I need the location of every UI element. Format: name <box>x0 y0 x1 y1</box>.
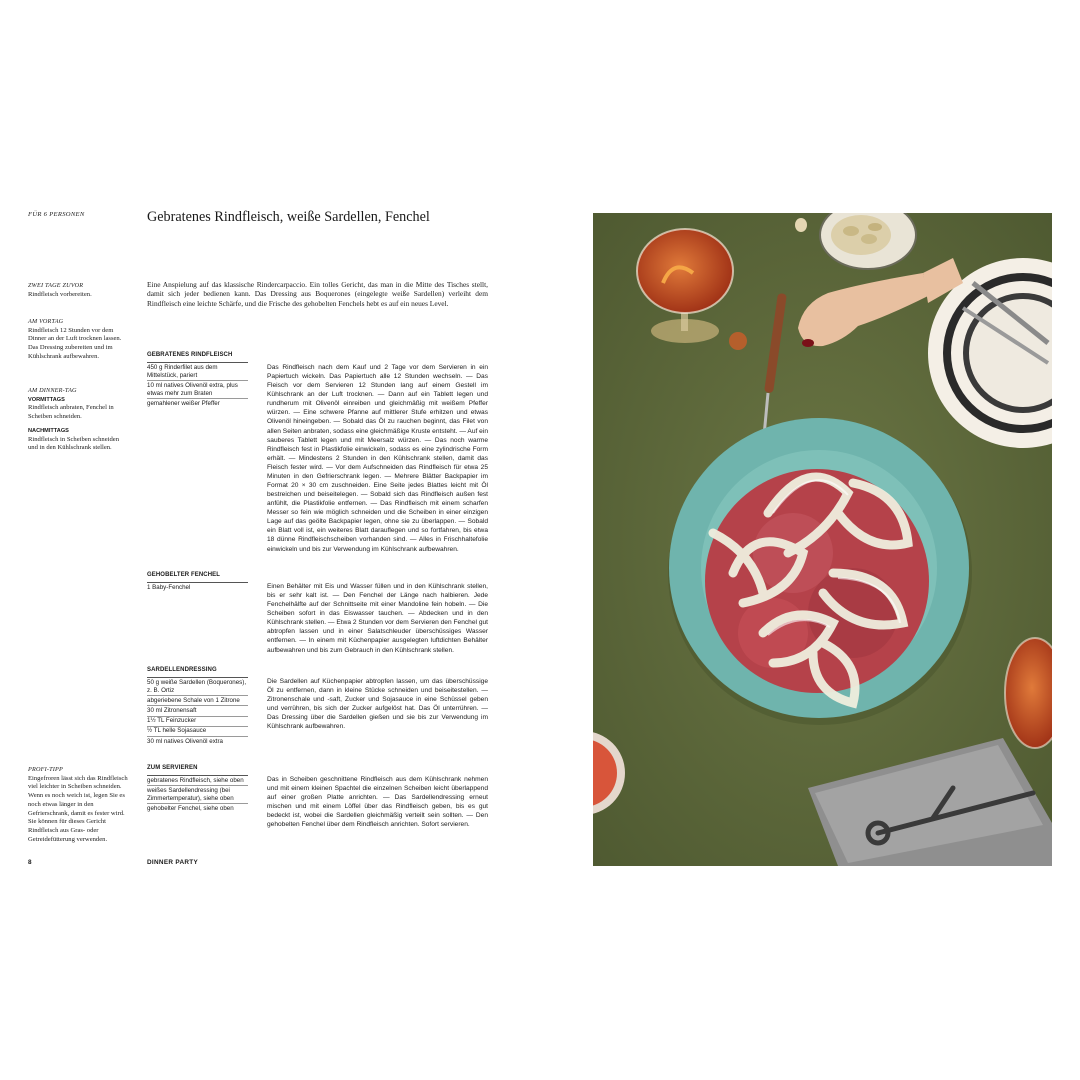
section-title-beef: GEBRATENES RINDFLEISCH <box>147 352 233 358</box>
ingredient-item: gehobelter Fenchel, siehe oben <box>147 803 248 813</box>
ingredient-list-serving <box>147 775 248 814</box>
method-dressing: Die Sardellen auf Küchenpapier abtropfen lassen, um das überschüssige Öl zu entfernen, dann in kleine Stücke schneiden und beiseitestellen. — Zitronenschale und -saft, Zucker und Sojasauce in eine Schüssel geben und verrühren, bis sich der Zucker aufgelöst hat. Das Öl unterrühren. — Das Dressing über die Sardellen gießen und sie bis zur Verwendung im Kühlschrank aufbewahren. <box>267 678 488 731</box>
timeline-day-before <box>28 318 128 362</box>
ingredient-list-dressing <box>147 677 248 746</box>
timeline-text: Rindfleisch vorbereiten. <box>28 290 92 298</box>
timeline-heading: AM VORTAG <box>28 318 64 325</box>
tip-text: Eingefroren lässt sich das Rindfleisch viel leichter in Scheiben schneiden. Wenn es noch weich ist, legen Sie es noch etwas länger in den Gefrierschrank, damit es fester wird. Sie können für dieses Gericht Rindfleisch aus Gras- oder Getreidefütterung verwenden. <box>28 774 128 843</box>
carpaccio-plate <box>668 418 972 725</box>
timeline-text: Rindfleisch anbraten, Fenchel in Scheiben schneiden. <box>28 404 114 421</box>
recipe-intro: Eine Anspielung auf das klassische Rindercarpaccio. Ein tolles Gericht, das man in die Mitte des Tisches stellt, damit sich jeder bedienen kann. Das Dressing aus Boquerones (eingelegte weiße Sardellen) verleiht dem Rindfleisch eine leichte Schärfe, und die Frische des gehobelten Fenchels hebt es auf ein neues Level. <box>147 280 488 308</box>
servings-label: FÜR 6 PERSONEN <box>28 211 85 218</box>
food-photo <box>593 213 1052 866</box>
ingredient-item: gebratenes Rindfleisch, siehe oben <box>147 775 248 785</box>
timeline-dinner-day <box>28 387 128 453</box>
method-fennel: Einen Behälter mit Eis und Wasser füllen und in den Kühlschrank stellen, bis er sehr kalt ist. — Den Fenchel der Länge nach halbieren. Jede Fenchelhälfte auf der Schnittseite mit einer Mandoline fein hobeln. — Die Scheiben sofort in das Eiswasser tauchen. — Abdecken und in den Kühlschrank stellen. — Etwa 2 Stunden vor dem Servieren den Fenchel gut abtropfen lassen und in einer Salatschleuder überschüssiges Wasser entfernen. — In einem mit Küchenpapier ausgelegten luftdichten Behälter aufbewahren und bis zum Gebrauch in den Kühlschrank stellen. <box>267 583 488 654</box>
ingredient-item: 10 ml natives Olivenöl extra, plus etwas mehr zum Braten <box>147 380 248 398</box>
timeline-heading: AM DINNER-TAG <box>28 387 77 394</box>
ingredient-item: 1 Baby-Fenchel <box>147 582 248 592</box>
ingredient-item: gemahlener weißer Pfeffer <box>147 398 248 408</box>
section-title-fennel: GEHOBELTER FENCHEL <box>147 572 221 578</box>
method-beef: Das Rindfleisch nach dem Kauf und 2 Tage vor dem Servieren in ein Papiertuch wickeln. Das Papiertuch alle 12 Stunden wechseln. — Das Fleisch vor dem Servieren 12 Stunden lang auf einem Gestell im Kühlschrank an der Luft trocknen. — Dann auf ein Tablett legen und rundherum mit Olivenöl einreiben und gleichmäßig mit weißem Pfeffer würzen. — Eine schwere Pfanne auf mittlerer Stufe erhitzen und etwas Olivenöl hineingeben. — Sobald das Öl zu rauchen beginnt, das Filet von allen Seiten anbraten, sodass eine gleichmäßige Kruste entsteht. — Auf ein sauberes Tablett legen und mit Meersalz würzen. — Das noch warme Rindfleisch fest in Plastikfolie einwickeln, sodass es eine zylindrische Form erhält. — Mindestens 2 Stunden in den Kühlschrank stellen, damit das Fleisch fester wird. — Vor dem Aufschneiden das Rindfleisch für etwa 25 Minuten in den Gefrierschrank legen. — Mehrere Blätter Backpapier im Format 20 × 30 cm zuschneiden. Eine Seite jedes Blattes leicht mit Öl bestreichen und beiseitelegen. — Sobald sich das Rindfleisch außen fest anfühlt, die Plastikfolie entfernen. — Das Rindfleisch mit einem scharfen Messer so fein wie möglich schneiden und die Scheiben in einer einzigen Lage auf das geölte Backpapier legen, ohne sie zu überlappen. — Sobald ein Blatt voll ist, ein weiteres Blatt darauflegen und so fortfahren, bis etwa 18 dünne Rindfleischscheiben vorhanden sind. — Alles in Frischhaltefolie einwickeln und bis zur Verwendung im Kühlschrank aufbewahren. <box>267 364 488 553</box>
method-serving: Das in Scheiben geschnittene Rindfleisch aus dem Kühlschrank nehmen und mit einem kleinen Spachtel die einzelnen Scheiben leicht überlappend auf einer großen Platte anrichten. — Das Sardellendressing erneut mischen und mit einem Löffel über das Rindfleisch geben, bis es gut bedeckt ist, wobei die Sardellen gleichmäßig verteilt sein sollten. — Den gehobelten Fenchel über dem Rindfleisch anrichten. Sofort servieren. <box>267 776 488 829</box>
timeline-two-days <box>28 282 128 299</box>
timeline-subheading: VORMITTAGS <box>28 396 65 403</box>
timeline-text: Rindfleisch 12 Stunden vor dem Dinner an der Luft trocknen lassen. Das Dressing zubereiten und im Kühlschrank aufbewahren. <box>28 326 122 360</box>
ingredient-list-fennel <box>147 582 248 592</box>
timeline-heading: ZWEI TAGE ZUVOR <box>28 282 84 289</box>
ingredient-item: 1½ TL Feinzucker <box>147 716 248 726</box>
ingredient-item: weißes Sardellendressing (bei Zimmertemperatur), siehe oben <box>147 785 248 803</box>
tip-heading: PROFI-TIPP <box>28 766 63 773</box>
ingredient-list-beef <box>147 362 248 409</box>
section-title-dressing: SARDELLENDRESSING <box>147 667 217 673</box>
food-photo-illustration <box>593 213 1052 866</box>
ingredient-item: 30 ml Zitronensaft <box>147 705 248 715</box>
ingredient-item: 50 g weiße Sardellen (Boquerones), z. B. Ortiz <box>147 678 247 694</box>
ingredient-item: abgeriebene Schale von 1 Zitrone <box>147 695 248 705</box>
timeline-text: Rindfleisch in Scheiben schneiden und in den Kühlschrank stellen. <box>28 435 120 452</box>
drink-spot <box>729 332 747 350</box>
ingredient-item: 30 ml natives Olivenöl extra <box>147 736 248 746</box>
ingredient-item: 450 g Rinderfilet aus dem Mittelstück, pariert <box>147 362 248 380</box>
recipe-title: Gebratenes Rindfleisch, weiße Sardellen, Fenchel <box>147 209 430 225</box>
pro-tip <box>28 766 128 844</box>
section-title-serving: ZUM SERVIEREN <box>147 765 198 771</box>
section-footer: DINNER PARTY <box>147 859 199 866</box>
page-number: 8 <box>28 859 32 866</box>
ingredient-item: ½ TL helle Sojasauce <box>147 726 248 736</box>
timeline-subheading: NACHMITTAGS <box>28 427 69 434</box>
